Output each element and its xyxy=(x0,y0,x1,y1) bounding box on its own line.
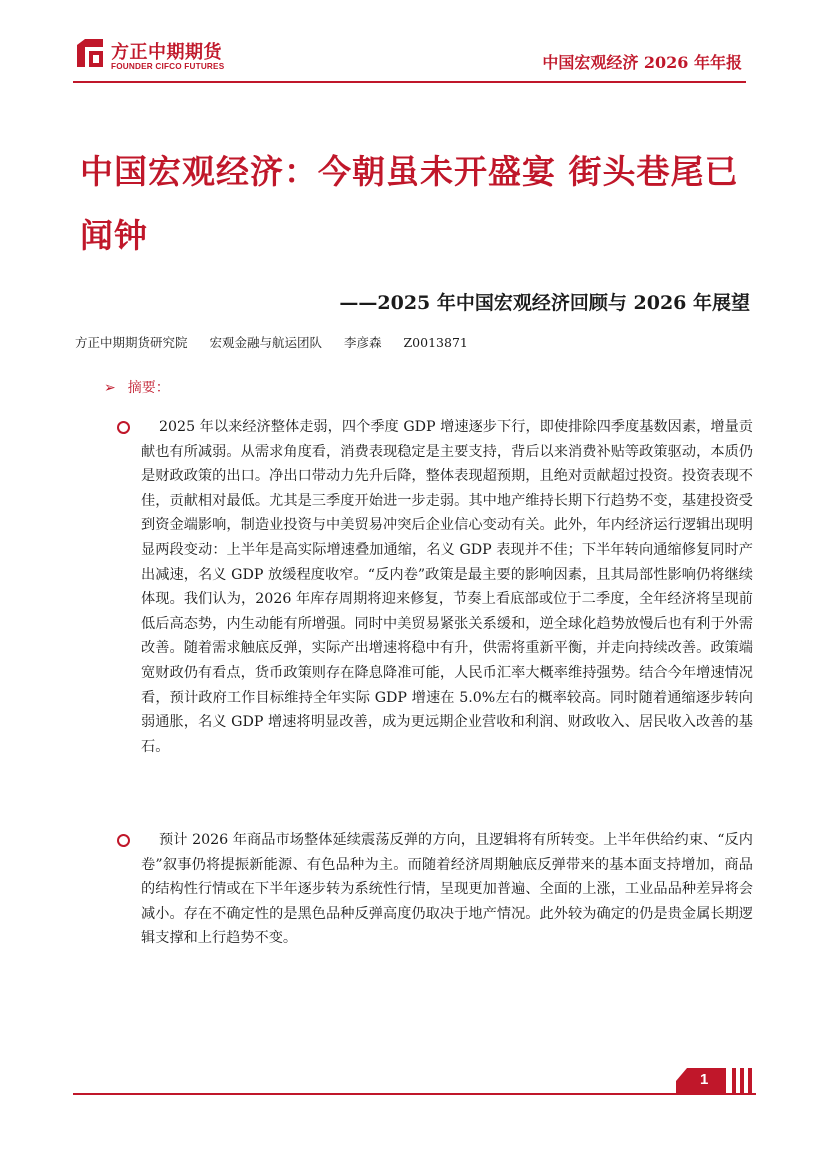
abstract-paragraph xyxy=(141,828,753,951)
logo-mark-icon xyxy=(73,37,107,71)
paragraph-text: 2025 年以来经济整体走弱，四个季度 GDP 增速逐步下行，即使排除四季度基数因素，增量贡献也有所减弱。从需求角度看，消费表现稳定是主要支持，背后以来消费补贴等政策驱动，本质仍是财政政策的出口。净出口带动力先升后降，整体表现超预期，且绝对贡献超过投资。投资表现不佳，贡献相对最低。尤其是三季度开始进一步走弱。其中地产维持长期下行趋势不变，基建投资受到资金端影响，制造业投资与中美贸易冲突后企业信心变动有关。此外，年内经济运行逻辑出现明显两段变动：上半年是高实际增速叠加通缩，名义 GDP 表现并不佳；下半年转向通缩修复同时产出减速，名义 GDP 放缓程度收窄。“反内卷”政策是最主要的影响因素，且其局部性影响仍将继续体现。我们认为，2026 年库存周期将迎来修复，节奏上看底部或位于二季度，全年经济将呈现前低后高态势，内生动能有所增强。同时中美贸易紧张关系缓和，逆全球化趋势放慢后也有利于外需改善。随着需求触底反弹，实际产出增速将稳中有升，供需将重新平衡，并走向持续改善。政策端宽财政仍有看点，货币政策则存在降息降准可能，人民币汇率大概率维持强势。结合今年增速情况看，预计政府工作目标维持全年实际 GDP 增速在 5.0%左右的概率较高。同时随着通缩逐步转向弱通胀，名义 GDP 增速将明显改善，成为更远期企业营收和利润、财政收入、居民收入改善的基石。 xyxy=(141,419,753,755)
footer-divider xyxy=(73,1093,756,1095)
logo-chinese-name: 方正中期期货 xyxy=(111,42,222,63)
abstract-heading xyxy=(104,377,170,397)
circle-bullet-icon xyxy=(117,834,130,847)
footer-bar-decoration xyxy=(732,1068,736,1094)
page-header xyxy=(0,0,826,85)
analyst-name: 李彦森 xyxy=(344,335,382,350)
arrow-bullet-icon: ➢ xyxy=(104,380,116,396)
circle-bullet-icon xyxy=(117,421,130,434)
author-line xyxy=(75,333,486,351)
page-number: 1 xyxy=(700,1071,709,1088)
analyst-license: Z0013871 xyxy=(403,335,468,350)
header-divider xyxy=(73,81,746,83)
paragraph-text: 预计 2026 年商品市场整体延续震荡反弹的方向，且逻辑将有所转变。上半年供给约束、“反内卷”叙事仍将提振新能源、有色品种为主。而随着经济周期触底反弹带来的基本面支持增加，商品的结构性行情或在下半年逐步转为系统性行情，呈现更加普遍、全面的上涨，工业品品种差异将会减小。存在不确定性的是黑色品种反弹高度仍取决于地产情况。此外较为确定的仍是贵金属长期逻辑支撑和上行趋势不变。 xyxy=(141,832,753,947)
company-logo xyxy=(73,37,243,77)
footer-bar-decoration xyxy=(740,1068,744,1094)
report-subtitle: ——2025 年中国宏观经济回顾与 2026 年展望 xyxy=(339,292,750,314)
research-institute: 方正中期期货研究院 xyxy=(75,335,188,350)
research-team: 宏观金融与航运团队 xyxy=(209,335,323,350)
page-footer xyxy=(0,1068,826,1108)
report-series-label: 中国宏观经济 2026 年年报 xyxy=(542,53,742,72)
logo-english-name: FOUNDER CIFCO FUTURES xyxy=(111,62,225,71)
abstract-heading-text: 摘要： xyxy=(127,380,170,396)
abstract-paragraph xyxy=(141,415,753,759)
footer-bar-decoration xyxy=(748,1068,752,1094)
report-title: 中国宏观经济：今朝虽未开盛宴 街头巷尾已闻钟 xyxy=(80,152,739,255)
